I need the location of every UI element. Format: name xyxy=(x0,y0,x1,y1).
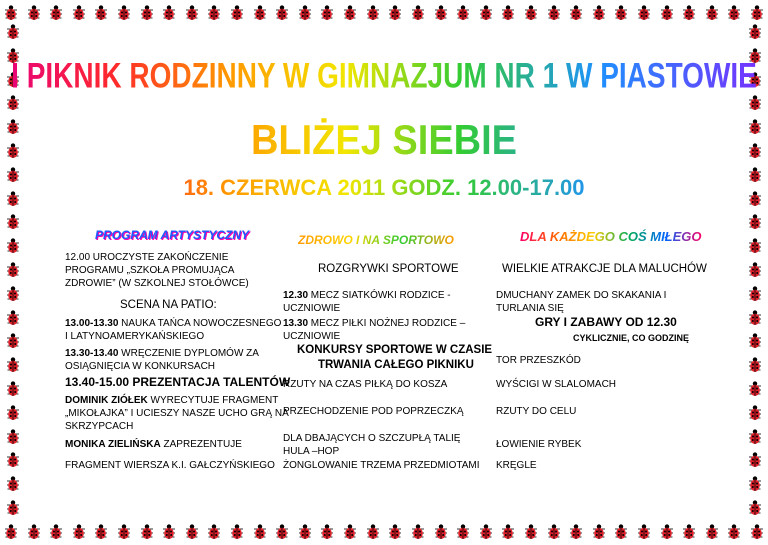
ladybug-icon xyxy=(49,5,63,21)
ladybug-icon xyxy=(388,5,402,21)
ladybug-icon xyxy=(185,524,199,540)
ladybug-icon xyxy=(479,524,493,540)
kids-header: WIELKIE ATRAKCJE DLA MALUCHÓW xyxy=(502,263,707,275)
ladybug-icon xyxy=(748,238,762,254)
ladybug-icon xyxy=(705,524,719,540)
ladybug-icon xyxy=(6,357,20,373)
ladybug-icon xyxy=(185,5,199,21)
sport-contest-basketball: RZUTY NA CZAS PIŁKĄ DO KOSZA xyxy=(283,379,448,390)
ladybug-icon xyxy=(6,262,20,278)
kids-item-castle-line1: DMUCHANY ZAMEK DO SKAKANIA I xyxy=(496,290,667,301)
ladybug-icon xyxy=(705,5,719,21)
ladybug-icon xyxy=(6,24,20,40)
ladybug-icon xyxy=(6,429,20,445)
ladybug-icon xyxy=(569,524,583,540)
kids-item-fishing: ŁOWIENIE RYBEK xyxy=(496,439,582,450)
zdrowo-na-sportowo-badge: ZDROWO I NA SPORTOWO xyxy=(298,233,454,247)
program-intro-line1: 12.00 UROCZYSTE ZAKOŃCZENIE xyxy=(65,252,229,263)
ladybug-icon xyxy=(411,524,425,540)
sport-game-volleyball: 12.30 MECZ SIATKÓWKI RODZICE - xyxy=(283,290,451,301)
program-item-dance-line2: I LATYNOAMERYKAŃSKIEGO xyxy=(65,331,205,342)
ladybug-icon xyxy=(6,286,20,302)
ladybug-icon xyxy=(343,5,357,21)
ladybug-icon xyxy=(366,5,380,21)
kids-item-slalom: WYŚCIGI W SLALOMACH xyxy=(496,379,617,390)
ladybug-icon xyxy=(660,5,674,21)
kids-games-heading: GRY I ZABAWY OD 12.30 xyxy=(535,315,677,329)
ladybug-border-bottom xyxy=(0,521,768,543)
program-item-monika-line2: FRAGMENT WIERSZA K.I. GAŁCZYŃSKIEGO xyxy=(65,460,275,471)
ladybug-icon xyxy=(456,524,470,540)
sport-contest-juggling: ŻONGLOWANIE TRZEMA PRZEDMIOTAMI xyxy=(283,460,480,471)
ladybug-icon xyxy=(27,5,41,21)
ladybug-icon xyxy=(230,5,244,21)
ladybug-icon xyxy=(275,524,289,540)
ladybug-icon xyxy=(547,5,561,21)
program-intro-line2: PROGRAMU „SZKOŁA PROMUJĄCA xyxy=(65,265,235,276)
ladybug-icon xyxy=(320,524,334,540)
ladybug-icon xyxy=(411,5,425,21)
ladybug-icon xyxy=(207,524,221,540)
ladybug-icon xyxy=(569,5,583,21)
ladybug-icon xyxy=(6,452,20,468)
dla-kazdego-badge: DLA KAŻDEGO COŚ MIŁEGO xyxy=(520,229,702,244)
ladybug-icon xyxy=(230,524,244,540)
ladybug-icon xyxy=(388,524,402,540)
ladybug-icon xyxy=(253,5,267,21)
ladybug-icon xyxy=(748,405,762,421)
sport-contest-hula-line2: HULA –HOP xyxy=(283,446,340,457)
ladybug-icon xyxy=(6,238,20,254)
ladybug-icon xyxy=(6,500,20,516)
ladybug-icon xyxy=(434,524,448,540)
ladybug-icon xyxy=(140,524,154,540)
ladybug-icon xyxy=(748,500,762,516)
ladybug-icon xyxy=(748,476,762,492)
ladybug-icon xyxy=(592,524,606,540)
ladybug-icon xyxy=(748,381,762,397)
program-item-diplomas: 13.30-13.40 WRĘCZENIE DYPLOMÓW ZA xyxy=(65,348,259,359)
ladybug-icon xyxy=(501,5,515,21)
ladybug-icon xyxy=(366,524,380,540)
kids-item-bowling: KRĘGLE xyxy=(496,460,537,471)
ladybug-icon xyxy=(6,405,20,421)
program-item-diplomas-line2: OSIĄGNIĘCIA W KONKURSACH xyxy=(65,361,216,372)
ladybug-icon xyxy=(748,95,762,111)
ladybug-icon xyxy=(660,524,674,540)
kids-item-target: RZUTY DO CELU xyxy=(496,406,577,417)
ladybug-icon xyxy=(94,5,108,21)
event-slogan: BLIŻEJ SIEBIE xyxy=(0,118,768,165)
ladybug-icon xyxy=(748,24,762,40)
kids-item-castle-line2: TURLANIA SIĘ xyxy=(496,303,564,314)
sport-game-football: 13.30 MECZ PIŁKI NOŻNEJ RODZICE – xyxy=(283,318,466,329)
event-title: I PIKNIK RODZINNY W GIMNAZJUM NR 1 W PIASTOWIE xyxy=(0,56,768,96)
ladybug-icon xyxy=(614,524,628,540)
ladybug-icon xyxy=(434,5,448,21)
ladybug-icon xyxy=(614,5,628,21)
ladybug-icon xyxy=(547,524,561,540)
program-intro-line3: ZDROWIE” (W SZKOLNEJ STOŁÓWCE) xyxy=(65,278,249,289)
ladybug-icon xyxy=(117,5,131,21)
ladybug-icon xyxy=(748,357,762,373)
ladybug-icon xyxy=(49,524,63,540)
ladybug-icon xyxy=(207,5,221,21)
ladybug-icon xyxy=(117,524,131,540)
program-item-dominik: DOMINIK ZIÓŁEK WYRECYTUJE FRAGMENT xyxy=(65,395,279,406)
ladybug-icon xyxy=(140,5,154,21)
program-item-monika: MONIKA ZIELIŃSKA ZAPREZENTUJE xyxy=(65,439,242,450)
scena-heading: SCENA NA PATIO: xyxy=(120,299,217,311)
ladybug-border-top xyxy=(0,2,768,24)
ladybug-icon xyxy=(343,524,357,540)
ladybug-icon xyxy=(72,5,86,21)
ladybug-icon xyxy=(748,429,762,445)
ladybug-icon xyxy=(6,214,20,230)
program-item-talents: 13.40-15.00 PREZENTACJA TALENTÓW xyxy=(65,375,291,389)
sport-contests-heading-line1: KONKURSY SPORTOWE W CZASIE xyxy=(297,344,493,356)
ladybug-icon xyxy=(320,5,334,21)
ladybug-icon xyxy=(748,286,762,302)
ladybug-icon xyxy=(162,524,176,540)
ladybug-icon xyxy=(6,333,20,349)
sport-header: ROZGRYWKI SPORTOWE xyxy=(318,263,459,275)
ladybug-icon xyxy=(748,214,762,230)
ladybug-icon xyxy=(524,5,538,21)
ladybug-icon xyxy=(6,476,20,492)
ladybug-icon xyxy=(94,524,108,540)
ladybug-icon xyxy=(637,524,651,540)
ladybug-icon xyxy=(6,95,20,111)
ladybug-icon xyxy=(253,524,267,540)
ladybug-icon xyxy=(682,5,696,21)
sport-contest-hula-line1: DLA DBAJĄCYCH O SZCZUPŁĄ TALIĘ xyxy=(283,433,461,444)
ladybug-icon xyxy=(162,5,176,21)
ladybug-icon xyxy=(6,381,20,397)
ladybug-icon xyxy=(592,5,606,21)
program-item-dominik-line3: SKRZYPCACH xyxy=(65,421,134,432)
ladybug-icon xyxy=(748,333,762,349)
event-date: 18. CZERWCA 2011 GODZ. 12.00-17.00 xyxy=(0,175,768,201)
ladybug-icon xyxy=(748,262,762,278)
kids-games-cycle: CYKLICZNIE, CO GODZINĘ xyxy=(573,333,690,343)
ladybug-icon xyxy=(637,5,651,21)
ladybug-icon xyxy=(727,5,741,21)
program-item-dominik-line2: „MIKOŁAJKA” I UCIESZY NASZE UCHO GRĄ NA xyxy=(65,408,289,419)
ladybug-icon xyxy=(682,524,696,540)
ladybug-icon xyxy=(479,5,493,21)
ladybug-icon xyxy=(727,524,741,540)
sport-contests-heading-line2: TRWANIA CAŁEGO PIKNIKU xyxy=(318,359,474,371)
ladybug-icon xyxy=(298,524,312,540)
ladybug-icon xyxy=(298,5,312,21)
ladybug-icon xyxy=(501,524,515,540)
sport-contest-bar: PRZECHODZENIE POD POPRZECZKĄ xyxy=(283,406,464,417)
ladybug-icon xyxy=(456,5,470,21)
ladybug-icon xyxy=(524,524,538,540)
ladybug-icon xyxy=(275,5,289,21)
ladybug-icon xyxy=(748,452,762,468)
ladybug-icon xyxy=(6,310,20,326)
program-item-dance: 13.00-13.30 NAUKA TAŃCA NOWOCZESNEGO xyxy=(65,318,282,329)
sport-game-football-line2: UCZNIOWIE xyxy=(283,331,341,342)
ladybug-icon xyxy=(748,310,762,326)
ladybug-icon xyxy=(72,524,86,540)
program-artystyczny-badge: PROGRAM ARTYSTYCZNY xyxy=(95,228,250,242)
kids-item-obstacle: TOR PRZESZKÓD xyxy=(496,355,581,366)
ladybug-icon xyxy=(27,524,41,540)
sport-game-volleyball-line2: UCZNIOWIE xyxy=(283,303,341,314)
